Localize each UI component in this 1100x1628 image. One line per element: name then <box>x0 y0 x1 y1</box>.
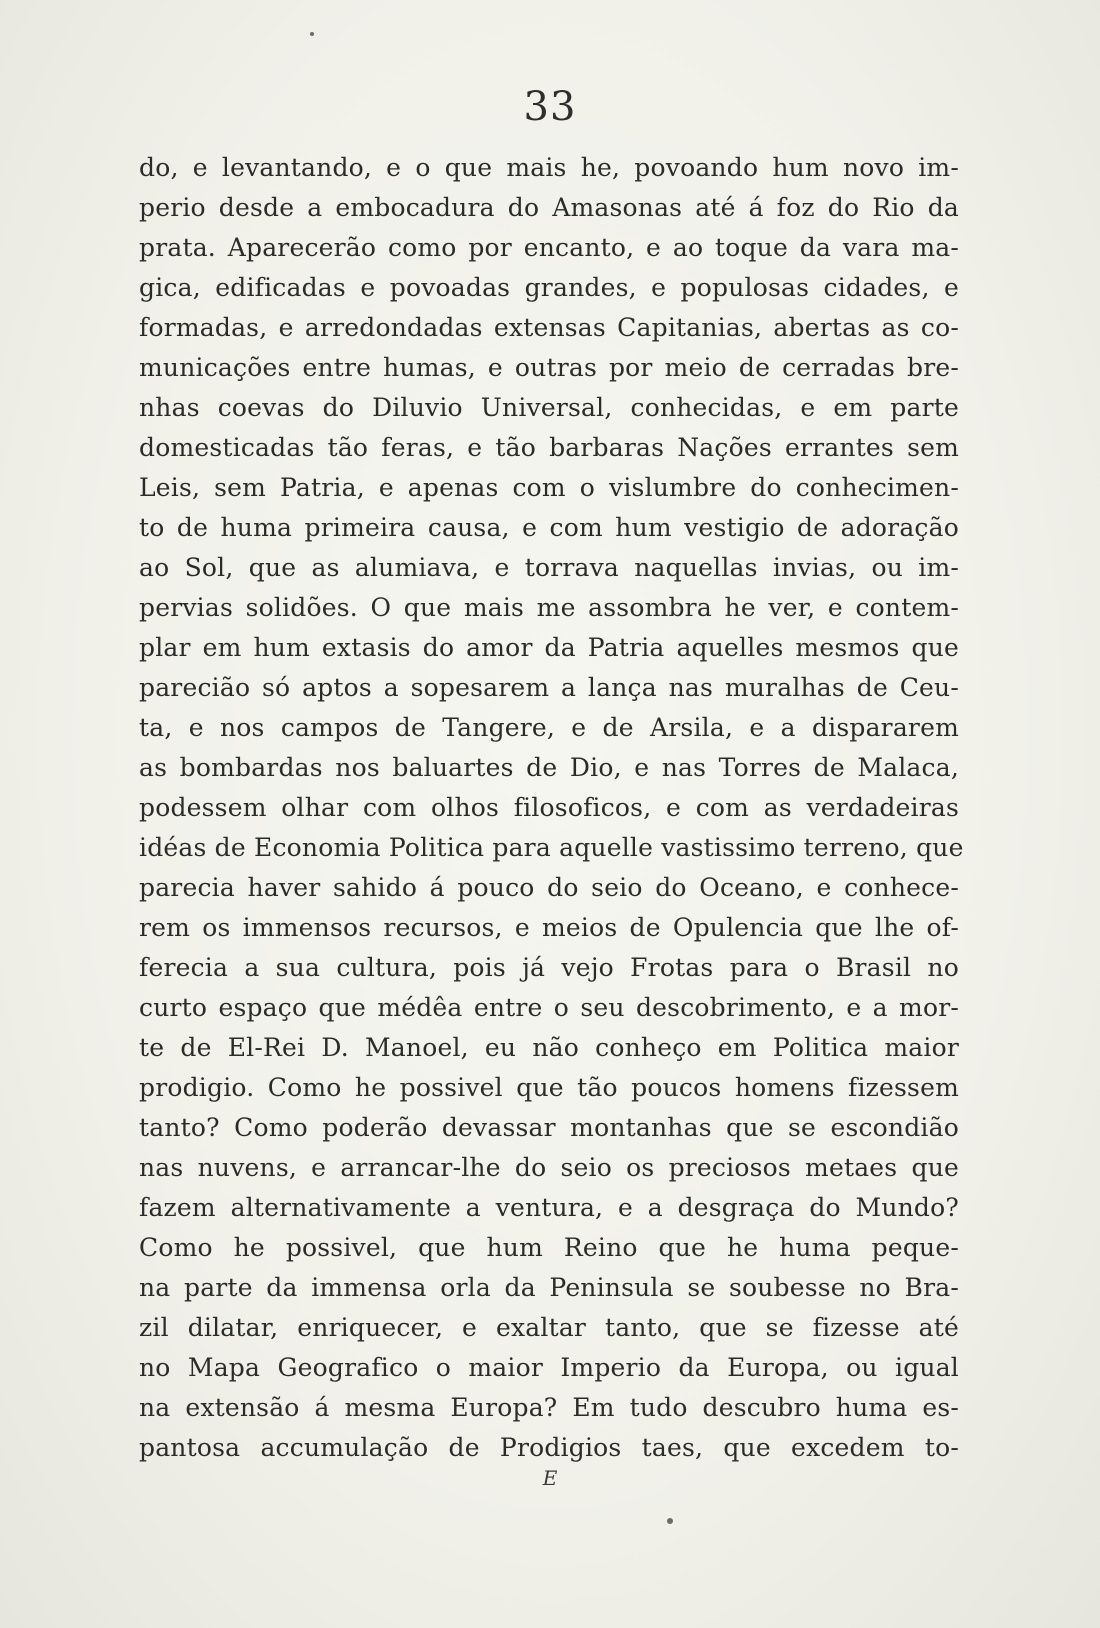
text-line: no Mapa Geografico o maior Imperio da Europa, ou igual <box>139 1353 959 1382</box>
text-line: idéas de Economia Politica para aquelle vastissimo terreno, que <box>139 833 964 862</box>
text-line: nas nuvens, e arrancar-lhe do seio os preciosos metaes que <box>139 1153 959 1182</box>
text-line: te de El-Rei D. Manoel, eu não conheço em Politica maior <box>139 1033 959 1062</box>
text-line: rem os immensos recursos, e meios de Opulencia que lhe of- <box>139 913 959 942</box>
text-line: ta, e nos campos de Tangere, e de Arsila, e a dispararem <box>139 713 959 742</box>
ink-speck <box>667 1518 673 1524</box>
text-line: Como he possivel, que hum Reino que he huma peque- <box>139 1233 959 1262</box>
text-line: pervias solidões. O que mais me assombra he ver, e contem- <box>139 593 959 622</box>
text-line: ferecia a sua cultura, pois já vejo Frotas para o Brasil no <box>139 953 959 982</box>
ink-speck <box>310 32 314 36</box>
text-line: formadas, e arredondadas extensas Capitanias, abertas as co- <box>139 313 959 342</box>
text-line: plar em hum extasis do amor da Patria aquelles mesmos que <box>139 633 959 662</box>
text-line: to de huma primeira causa, e com hum vestigio de adoração <box>139 513 959 542</box>
text-line: ao Sol, que as alumiava, e torrava naquellas invias, ou im- <box>139 553 959 582</box>
text-line: do, e levantando, e o que mais he, povoando hum novo im- <box>139 153 959 182</box>
text-line: prata. Aparecerão como por encanto, e ao toque da vara ma- <box>139 233 959 262</box>
page-number: 33 <box>523 84 577 130</box>
text-line: pantosa accumulação de Prodigios taes, que excedem to- <box>139 1433 959 1462</box>
text-line: prodigio. Como he possivel que tão poucos homens fizessem <box>139 1073 959 1102</box>
text-line: tanto? Como poderão devassar montanhas que se escondião <box>139 1113 959 1142</box>
text-line: zil dilatar, enriquecer, e exaltar tanto, que se fizesse até <box>139 1313 959 1342</box>
text-line: nhas coevas do Diluvio Universal, conhecidas, e em parte <box>139 393 959 422</box>
text-line: perio desde a embocadura do Amasonas até á foz do Rio da <box>139 193 959 222</box>
text-line: Leis, sem Patria, e apenas com o vislumbre do conhecimen- <box>139 473 959 502</box>
text-line: parecião só aptos a sopesarem a lança nas muralhas de Ceu- <box>139 673 959 702</box>
text-line: podessem olhar com olhos filosoficos, e com as verdadeiras <box>139 793 959 822</box>
text-line: fazem alternativamente a ventura, e a desgraça do Mundo? <box>139 1193 959 1222</box>
text-line: na extensão á mesma Europa? Em tudo descubro huma es- <box>139 1393 959 1422</box>
text-line: parecia haver sahido á pouco do seio do Oceano, e conhece- <box>139 873 959 902</box>
text-line: curto espaço que médêa entre o seu descobrimento, e a mor- <box>139 993 959 1022</box>
signature-mark: E <box>542 1466 558 1490</box>
text-line: municações entre humas, e outras por meio de cerradas bre- <box>139 353 959 382</box>
text-line: domesticadas tão feras, e tão barbaras Nações errantes sem <box>139 433 959 462</box>
text-line: as bombardas nos baluartes de Dio, e nas Torres de Malaca, <box>139 753 959 782</box>
body-text <box>139 148 964 1468</box>
text-line: gica, edificadas e povoadas grandes, e populosas cidades, e <box>139 273 959 302</box>
text-line: na parte da immensa orla da Peninsula se soubesse no Bra- <box>139 1273 959 1302</box>
